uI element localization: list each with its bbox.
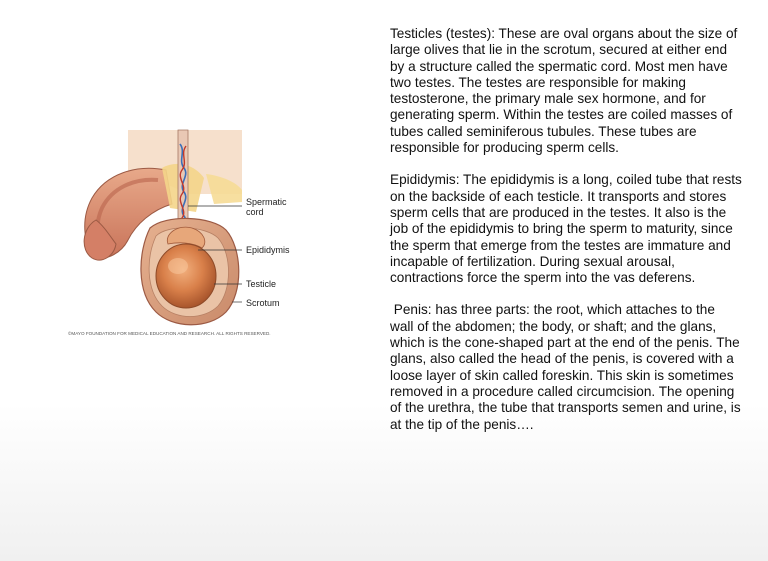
label-testicle: Testicle <box>246 279 277 289</box>
paragraph-penis: Penis: has three parts: the root, which attaches to the wall of the abdomen; the body, or shaft; and the glans, which is the cone-shaped part at the end of the penis. The glans, also called the head of the penis, is covered with a loose layer of skin called foreskin. This skin is sometimes removed in a procedure called circumcision. The opening of the urethra, the tube that transports semen and urine, is at the tip of the penis…. <box>390 302 745 432</box>
anatomy-illustration <box>66 124 310 342</box>
label-spermatic-cord-line1: Spermatic <box>246 197 287 207</box>
paragraph-epididymis: Epididymis: The epididymis is a long, coiled tube that rests on the backside of each testicle. It transports and stores sperm cells that are produced in the testes. It also is the job of the epididymis to bring the sperm to maturity, since the sperm that emerge from the testes are immature and incapable of fertilization. During sexual arousal, contractions force the sperm into the vas deferens. <box>390 172 742 286</box>
label-scrotum: Scrotum <box>246 298 280 308</box>
anatomy-diagram <box>66 124 310 342</box>
description-text <box>390 26 745 433</box>
label-epididymis: Epididymis <box>246 245 290 255</box>
copyright-notice: ©MAYO FOUNDATION FOR MEDICAL EDUCATION AND RESEARCH. ALL RIGHTS RESERVED. <box>68 331 271 336</box>
paragraph-testicles: Testicles (testes): These are oval organs about the size of large olives that lie in the scrotum, secured at either end by a structure called the spermatic cord. Most men have two testes. The testes are responsible for making testosterone, the primary male sex hormone, and for generating sperm. Within the testes are coiled masses of tubes called seminiferous tubules. These tubes are responsible for producing sperm cells. <box>390 26 738 156</box>
testicle <box>156 244 216 308</box>
label-spermatic-cord-line2: cord <box>246 207 264 217</box>
